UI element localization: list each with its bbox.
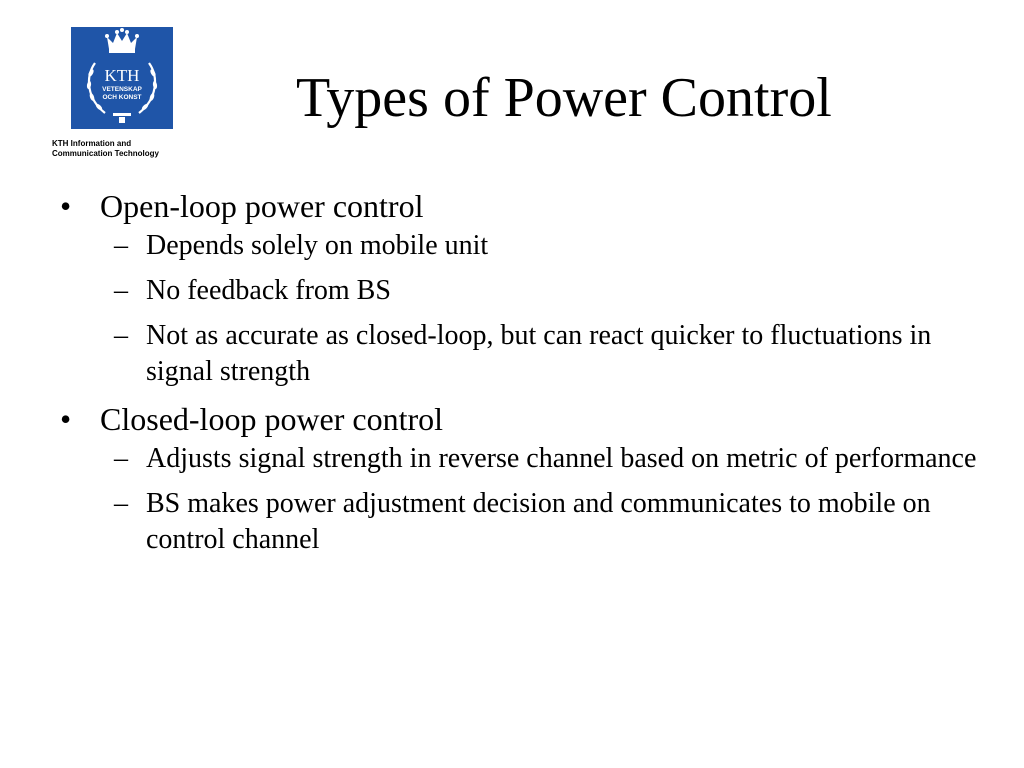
- sub-item: [60, 228, 980, 264]
- sub-item-text: Depends solely on mobile unit: [146, 230, 489, 261]
- bullet-item-open-loop: [60, 186, 980, 226]
- dash-marker: –: [114, 488, 128, 519]
- emblem-text-vetenskap: VETENSKAP: [102, 86, 142, 93]
- bullet-marker: •: [60, 401, 72, 437]
- bullet-item-closed-loop: [60, 399, 980, 439]
- logo-caption-line-1: KTH Information and: [52, 139, 132, 148]
- sub-list-open-loop: [60, 228, 980, 390]
- sub-item-text: Adjusts signal strength in reverse channel based on metric of performance: [146, 443, 977, 474]
- emblem-text-kth: KTH: [104, 66, 140, 85]
- sub-item: [60, 441, 980, 477]
- bullet-text: Closed-loop power control: [100, 401, 444, 437]
- bullet-list: [60, 186, 980, 567]
- sub-item: [60, 486, 980, 558]
- dash-marker: –: [114, 230, 128, 261]
- dash-marker: –: [114, 443, 128, 474]
- logo-caption: [52, 139, 194, 159]
- sub-list-container: [60, 441, 980, 558]
- kth-emblem: [71, 27, 173, 129]
- sub-list-container: [60, 228, 980, 390]
- sub-item-text: No feedback from BS: [146, 275, 391, 306]
- bullet-text: Open-loop power control: [100, 188, 424, 224]
- sub-item: [60, 273, 980, 309]
- dash-marker: –: [114, 275, 128, 306]
- emblem-text-och-konst: OCH KONST: [102, 94, 142, 101]
- slide-title: Types of Power Control: [296, 67, 832, 129]
- sub-list-closed-loop: [60, 441, 980, 558]
- sub-item-text: Not as accurate as closed-loop, but can react quicker to fluctuations in signal strength: [146, 320, 932, 387]
- sub-item-text: BS makes power adjustment decision and communicates to mobile on control channel: [146, 488, 931, 555]
- kth-logo: [52, 27, 194, 161]
- bullet-marker: •: [60, 188, 72, 224]
- kth-crown-emblem-icon: [71, 27, 173, 129]
- dash-marker: –: [114, 320, 128, 351]
- logo-caption-line-2: Communication Technology: [52, 149, 159, 158]
- sub-item: [60, 318, 980, 390]
